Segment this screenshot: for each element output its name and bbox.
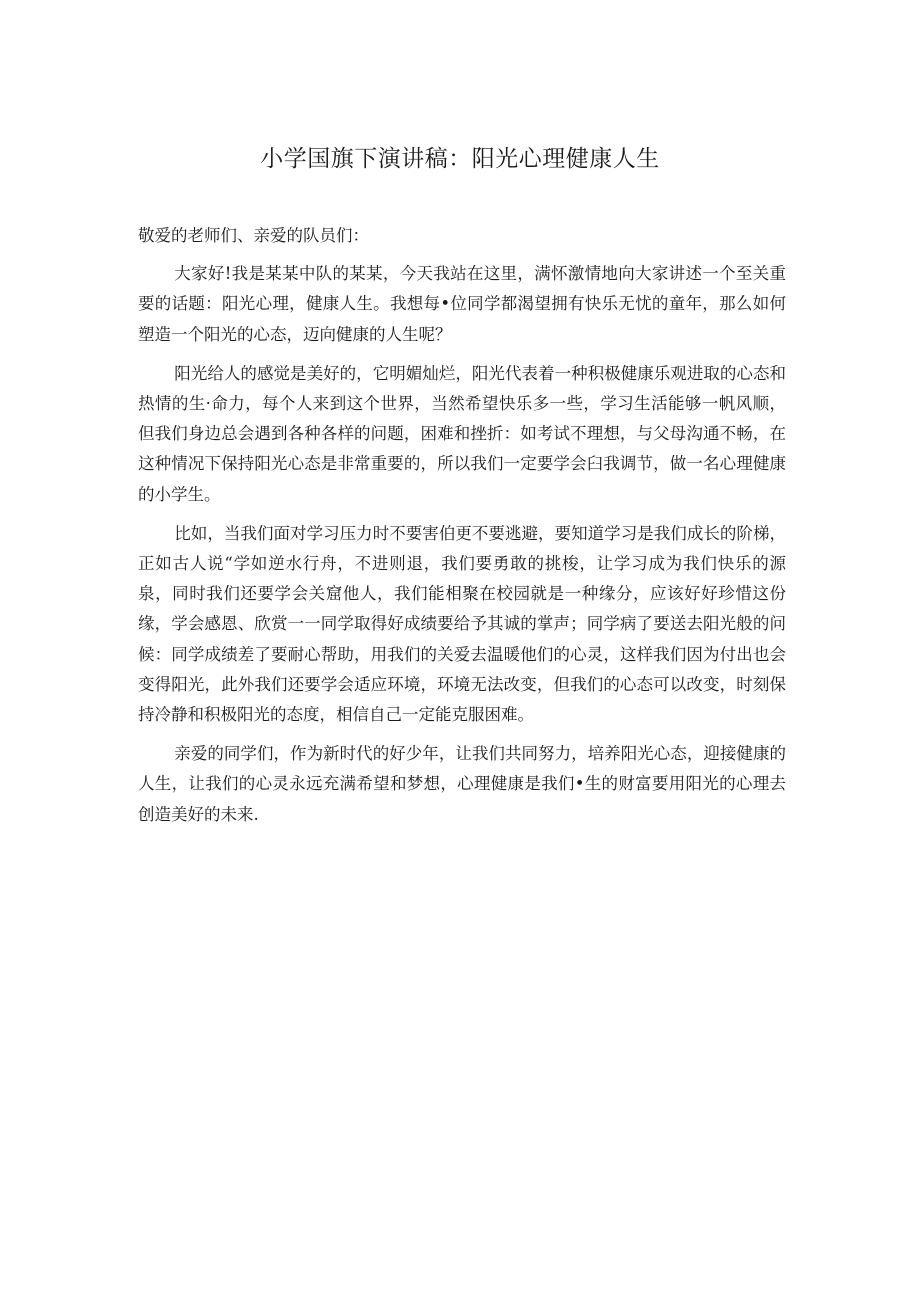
document-body [138, 221, 786, 839]
paragraph-sunshine: 阳光给人的感觉是美好的，它明媚灿烂，阳光代表着一种积极健康乐观进取的心态和热情的生·命力，每个人来到这个世界，当然希望快乐多一些，学习生活能够一帆风顺，但我们身边总会遇到各种各样的问题，困难和挫折：如考试不理想，与父母沟通不畅，在这种情况下保持阳光心态是非常重要的，所以我们一定要学会臼我调节，做一名心理健康的小学生。 [138, 363, 786, 504]
page-title: 小学国旗下演讲稿：阳光心理健康人生 [260, 146, 660, 172]
salutation: 敬爱的老师们、亲爱的队员们： [138, 226, 369, 245]
paragraph-examples: 比如，当我们面对学习压力时不要害伯更不要逃避，要知道学习是我们成长的阶梯，正如古人说“学如逆水行舟，不进则退，我们要勇敢的挑梭，让学习成为我们快乐的源泉，同时我们还要学会关窟他人，我们能相聚在校园就是一种缘分，应该好好珍惜这份缘，学会感恩、欣赏一一同学取得好成绩要给予其诚的掌声；同学病了要送去阳光般的问候：同学成绩差了要耐心帮助，用我们的关爱去温暖他们的心灵，这样我们因为付出也会变得阳光，此外我们还要学会适应环境，环境无法改变，但我们的心态可以改变，时刻保持冷静和积极阳光的态度，相信自己一定能克服困难。 [138, 523, 786, 725]
paragraph-closing: 亲爱的同学们，作为新时代的好少年，让我们共同努力，培养阳光心态，迎接健康的人生，让我们的心灵永远充满希望和梦想，心理健康是我们•生的财富要用阳光的心理去创造美好的未来. [138, 744, 786, 824]
paragraph-intro: 大家好!我是某某中队的某某，今天我站在这里，满怀激情地向大家讲述一个至关重要的话题：阳光心理，健康人生。我想每•位同学都渴望拥有快乐无忧的童年，那么如何塑造一个阳光的心态，迈向健康的人生呢？ [138, 264, 786, 344]
